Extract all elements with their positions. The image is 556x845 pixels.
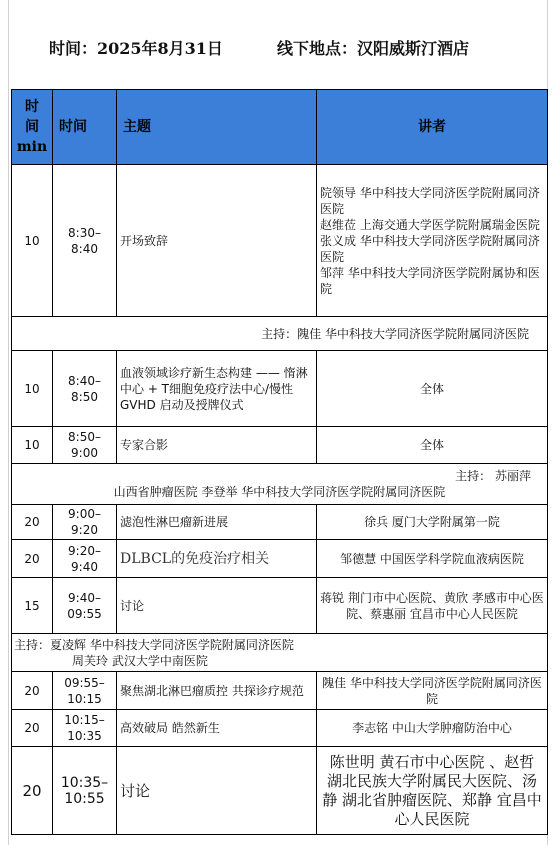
- table-row: [12, 540, 548, 578]
- row-time: [53, 351, 117, 427]
- host-line: 周芙玲 武汉大学中南医院: [72, 653, 208, 668]
- table-row: [12, 351, 548, 427]
- speaker-entry: 李志铭 中山大学肿瘤防治中心: [352, 721, 512, 735]
- row-duration: 10: [12, 165, 53, 317]
- table-row: [12, 747, 548, 835]
- row-time: [53, 540, 117, 578]
- col-speaker: 讲者: [317, 90, 548, 165]
- speaker-entry: 陈世明 黄石市中心医院 、赵哲 湖北民族大学附属民大医院、汤静 湖北省肿瘤医院、郑静 宜昌中心人民医院: [322, 752, 542, 828]
- col-time: 时间: [53, 90, 117, 165]
- row-time: [53, 165, 117, 317]
- row-speakers: [317, 747, 548, 835]
- col-duration-line: 间: [25, 119, 39, 135]
- row-topic: 聚焦湖北淋巴瘤质控 共探诊疗规范: [117, 672, 317, 710]
- row-time-text: 8:30– 8:40: [68, 225, 101, 256]
- speaker-entry: 院领导 华中科技大学同济医学院附属同济医院: [320, 185, 540, 216]
- row-speakers: [317, 505, 548, 540]
- row-speakers: [317, 351, 548, 427]
- table-row: [12, 710, 548, 747]
- row-speakers: [317, 578, 548, 634]
- row-duration: 10: [12, 351, 53, 427]
- row-duration: 20: [12, 672, 53, 710]
- row-topic: 专家合影: [117, 427, 317, 464]
- row-time-text: 8:50– 9:00: [68, 430, 101, 460]
- col-topic: 主题: [117, 90, 317, 165]
- row-topic: 高效破局 皓然新生: [117, 710, 317, 747]
- table-row: [12, 427, 548, 464]
- table-row: [12, 672, 548, 710]
- row-time-text: 10:35– 10:55: [60, 774, 109, 807]
- col-duration-line: min: [16, 139, 48, 155]
- row-topic: 滤泡性淋巴瘤新进展: [117, 505, 317, 540]
- host-text: [12, 634, 548, 672]
- speaker-entry: 蒋锐 荆门市中心医院、黄欣 孝感市中心医院、蔡惠丽 宜昌市中心人民医院: [320, 590, 544, 621]
- row-topic: 血液领域诊疗新生态构建 —— 惰淋中心 + T细胞免疫疗法中心/慢性GVHD 启动及授牌仪式: [117, 351, 317, 427]
- date-text: 时间：2025年8月31日: [49, 39, 223, 58]
- host-line: 主持： 苏丽萍: [455, 469, 531, 483]
- host-line: 山西省肿瘤医院 李登举 华中科技大学同济医学院附属同济医院: [113, 485, 446, 499]
- host-row: [12, 464, 548, 505]
- col-duration: [12, 90, 53, 165]
- row-time: [53, 578, 117, 634]
- row-time-text: 9:20– 9:40: [68, 543, 101, 574]
- row-time: [53, 672, 117, 710]
- row-duration: 10: [12, 427, 53, 464]
- row-time: [53, 505, 117, 540]
- speaker-entry: 赵维莅 上海交通大学医学院附属瑞金医院: [320, 217, 540, 232]
- table-header-row: [12, 90, 548, 165]
- row-time-text: 9:00– 9:20: [68, 507, 101, 537]
- row-duration: 20: [12, 710, 53, 747]
- row-duration: 20: [12, 505, 53, 540]
- row-topic: DLBCL的免疫治疗相关: [117, 540, 317, 578]
- row-duration: 20: [12, 540, 53, 578]
- row-speakers: [317, 540, 548, 578]
- row-time: [53, 747, 117, 835]
- row-time-text: 10:15– 10:35: [64, 713, 105, 743]
- speaker-entry: 邹德慧 中国医学科学院血液病医院: [340, 551, 524, 566]
- host-text: 主持：隗佳 华中科技大学同济医学院附属同济医院: [12, 317, 548, 351]
- document-page: [8, 0, 548, 845]
- row-speakers: [317, 427, 548, 464]
- speaker-entry: 全体: [419, 381, 444, 396]
- venue-text: 线下地点：汉阳威斯汀酒店: [277, 39, 470, 58]
- agenda-table: [11, 89, 548, 835]
- speaker-entry: 徐兵 厦门大学附属第一院: [364, 515, 500, 529]
- row-duration: 15: [12, 578, 53, 634]
- row-speakers: [317, 165, 548, 317]
- col-duration-line: 时: [25, 99, 39, 115]
- row-time: [53, 427, 117, 464]
- row-time-text: 8:40– 8:50: [68, 373, 101, 404]
- table-row: [12, 578, 548, 634]
- speaker-entry: 张义成 华中科技大学同济医学院附属同济医院: [320, 233, 540, 264]
- speaker-entry: 隗佳 华中科技大学同济医学院附属同济医院: [322, 675, 542, 706]
- row-topic: 开场致辞: [117, 165, 317, 317]
- host-text: [12, 464, 548, 505]
- host-row: [12, 634, 548, 672]
- host-row: [12, 317, 548, 351]
- row-speakers: [317, 672, 548, 710]
- schedule-header: [9, 32, 549, 62]
- row-topic: 讨论: [117, 747, 317, 835]
- row-speakers: [317, 710, 548, 747]
- row-time-text: 9:40– 09:55: [67, 590, 102, 621]
- speaker-entry: 邹萍 华中科技大学同济医学院附属协和医院: [320, 265, 540, 296]
- host-line: 主持：夏凌辉 华中科技大学同济医学院附属同济医院: [14, 637, 294, 652]
- table-row: [12, 505, 548, 540]
- row-duration: 20: [12, 747, 53, 835]
- speaker-entry: 全体: [419, 438, 444, 452]
- row-time-text: 09:55– 10:15: [64, 675, 105, 706]
- row-time: [53, 710, 117, 747]
- row-topic: 讨论: [117, 578, 317, 634]
- table-row: [12, 165, 548, 317]
